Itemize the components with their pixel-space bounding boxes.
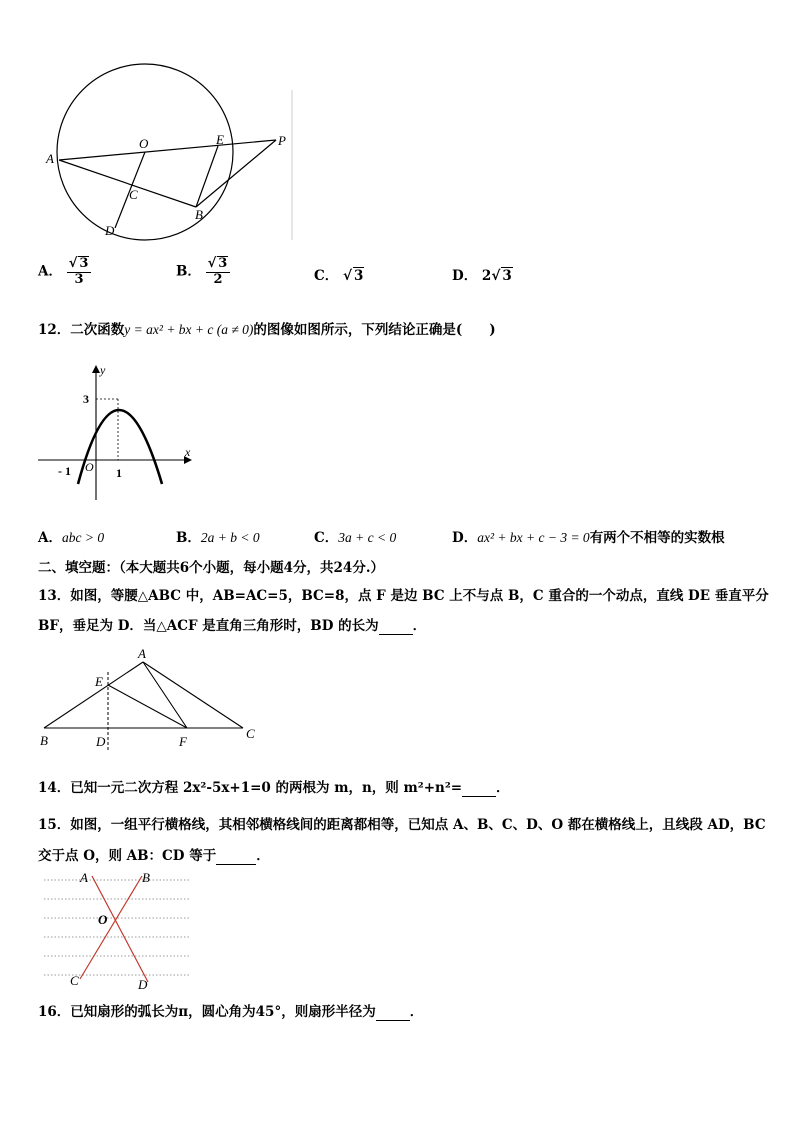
- option-letter: A．: [38, 530, 62, 546]
- q13-line1: 13．如图，等腰△ABC 中，AB=AC=5，BC=8，点 F 是边 BC 上不与点 B，C 重合的一个动点，直线 DE 垂直平分: [38, 588, 769, 604]
- option-letter: B．: [176, 263, 201, 280]
- label-b: B: [40, 733, 48, 748]
- segment-ab: [59, 160, 196, 207]
- option-letter: D．: [452, 268, 478, 284]
- q11-option-a[interactable]: [38, 256, 91, 288]
- q14-text: [38, 776, 510, 797]
- q12-formula: y = ax² + bx + c (a ≠ 0): [124, 322, 254, 337]
- option-expr: 3a + c < 0: [338, 530, 397, 545]
- q14-stem: 14．已知一元二次方程 2x²-5x+1=0 的两根为 m，n，则 m²+n²=: [38, 780, 463, 796]
- option-letter: A．: [38, 263, 62, 280]
- label-d: D: [138, 977, 148, 992]
- denominator: 2: [213, 271, 223, 287]
- option-tail: 有两个不相等的实数根: [589, 530, 725, 546]
- label-d: D: [105, 223, 115, 238]
- q12-stem: [38, 318, 496, 338]
- sqrt-sign: √: [491, 268, 501, 284]
- radicand: 3: [79, 256, 89, 271]
- option-letter: D．: [452, 530, 478, 546]
- option-letter: B．: [176, 530, 201, 546]
- q12-prefix: 12．二次函数: [38, 322, 125, 338]
- label-p: P: [278, 133, 286, 148]
- label-o: O: [98, 912, 108, 927]
- radicand: 3: [218, 256, 228, 271]
- option-expr: abc > 0: [61, 530, 105, 545]
- label-o: O: [139, 136, 149, 151]
- q12-option-d[interactable]: [452, 526, 725, 546]
- label-b: B: [195, 207, 203, 222]
- option-letter: C．: [314, 268, 339, 284]
- q13-triangle-figure: [36, 642, 266, 752]
- option-letter: C．: [314, 530, 339, 546]
- coefficient: 2: [481, 268, 492, 284]
- q11-option-c[interactable]: [314, 264, 364, 284]
- label-b: B: [142, 870, 150, 885]
- q12-option-c[interactable]: [314, 526, 396, 546]
- q12-suffix: 的图像如图所示，下列结论正确是( ): [253, 322, 496, 338]
- q16-text: [38, 1000, 423, 1021]
- origin-label: O: [85, 460, 94, 474]
- q13-line2-text: BF，垂足为 D．当△ACF 是直角三角形时，BD 的长为: [38, 618, 379, 634]
- q13-line2-tail: ．: [412, 618, 427, 634]
- q15-line2-tail: ．: [256, 848, 270, 864]
- horizontal-grid-lines: [44, 880, 190, 975]
- q16-stem: 16．已知扇形的弧长为π，圆心角为45°，则扇形半径为: [38, 1004, 376, 1020]
- q12-parabola-graph: [36, 362, 201, 502]
- segment-ef: [108, 685, 187, 728]
- q16-tail: ．: [409, 1004, 424, 1020]
- label-c: C: [70, 973, 79, 988]
- option-expr: 2a + b < 0: [200, 530, 260, 545]
- q12-option-b[interactable]: [176, 526, 260, 546]
- label-d: D: [96, 734, 106, 749]
- q11-circle-figure: [40, 70, 310, 245]
- segment-bc: [80, 876, 142, 979]
- q15-line2-text: 交于点 O，则 AB：CD 等于: [38, 848, 217, 864]
- label-a: A: [46, 151, 54, 166]
- q11-option-d[interactable]: [452, 264, 513, 284]
- q15-line1: 15．如图，一组平行横格线，其相邻横格线间的距离都相等，已知点 A、B、C、D、O 都在横格线上，且线段 AD，BC: [38, 817, 766, 833]
- q15-grid-figure: [38, 870, 198, 990]
- label-c: C: [246, 726, 255, 741]
- radicand: 3: [502, 268, 512, 284]
- fraction: $\frac{√ 3}{3}$: [67, 256, 92, 288]
- q15-line2: [38, 844, 270, 865]
- fraction: $\frac{√ 3}{2}$: [206, 256, 231, 288]
- label-a: A: [138, 646, 146, 661]
- tick-1: 1: [116, 466, 122, 480]
- q13-line2: [38, 614, 426, 635]
- sqrt-sign: √: [342, 268, 352, 284]
- denominator: 3: [74, 271, 84, 287]
- label-e: E: [95, 674, 103, 689]
- q11-option-b[interactable]: [176, 256, 230, 288]
- answer-blank[interactable]: [462, 780, 496, 797]
- section-2-title: 二、填空题：（本大题共6个小题，每小题4分，共24分.）: [38, 560, 385, 576]
- y-axis-label: y: [100, 363, 106, 377]
- label-e: E: [216, 132, 224, 147]
- answer-blank[interactable]: [216, 848, 256, 865]
- label-a: A: [80, 870, 88, 885]
- tick-neg1: - 1: [58, 464, 71, 478]
- segment-ap: [59, 140, 276, 160]
- segment-ac: [143, 662, 243, 728]
- label-c: C: [129, 187, 138, 202]
- q12-option-a[interactable]: [38, 526, 104, 546]
- label-f: F: [179, 734, 187, 749]
- y-axis-arrow: [92, 365, 100, 373]
- answer-blank[interactable]: [379, 618, 413, 635]
- tick-3: 3: [83, 392, 89, 406]
- radicand: 3: [353, 268, 364, 284]
- q14-tail: ．: [496, 780, 510, 796]
- segment-ad: [92, 876, 148, 982]
- x-axis-label: x: [185, 445, 191, 459]
- segment-af: [143, 662, 187, 728]
- answer-blank[interactable]: [376, 1004, 410, 1021]
- option-expr: ax² + bx + c − 3 = 0: [477, 530, 590, 545]
- segment-ab: [44, 662, 143, 728]
